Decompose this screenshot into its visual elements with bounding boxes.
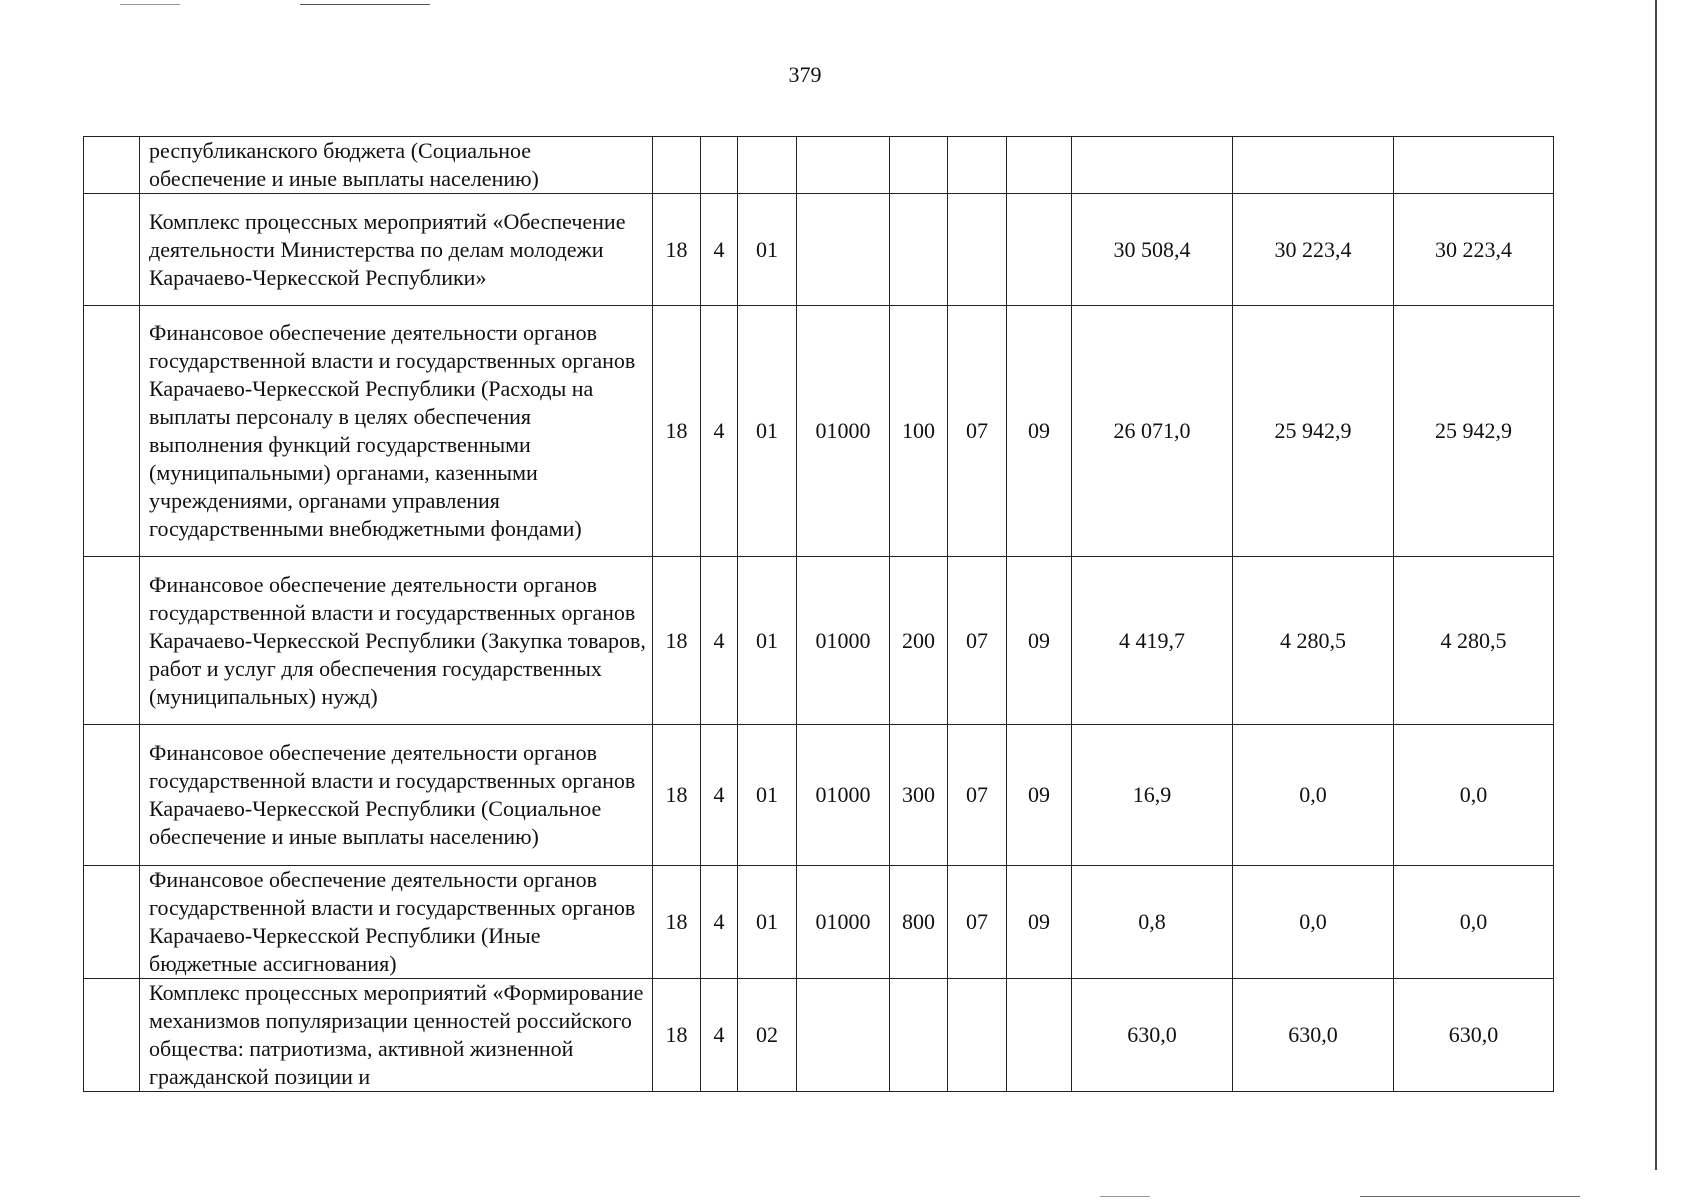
code-cell — [890, 979, 948, 1092]
row-index-cell — [84, 725, 140, 866]
code-cell — [890, 194, 948, 306]
code-cell: 18 — [653, 557, 701, 725]
code-cell: 18 — [653, 194, 701, 306]
budget-table — [83, 136, 1554, 1092]
table-row — [84, 557, 1554, 725]
description-cell: Комплекс процессных мероприятий «Обеспечение деятельности Министерства по делам молодежи Карачаево-Черкесской Республики» — [140, 194, 653, 306]
description-cell: Финансовое обеспечение деятельности органов государственной власти и государственных органов Карачаево-Черкесской Республики (Расходы на выплаты персоналу в целях обеспечения выполнения функций государственными (муниципальными) органами, казенными учреждениями, органами управления государственными внебюджетными фондами) — [140, 306, 653, 557]
amount-cell: 0,0 — [1394, 866, 1554, 979]
code-cell: 02 — [738, 979, 797, 1092]
code-cell: 09 — [1007, 306, 1072, 557]
code-cell — [948, 137, 1007, 194]
table-row — [84, 194, 1554, 306]
scan-artifact-bottom-right — [1360, 1196, 1580, 1197]
row-index-cell — [84, 866, 140, 979]
code-cell — [890, 137, 948, 194]
code-cell: 200 — [890, 557, 948, 725]
scan-artifact-top-faint — [120, 4, 180, 5]
amount-cell — [1394, 137, 1554, 194]
code-cell: 09 — [1007, 866, 1072, 979]
code-cell: 18 — [653, 979, 701, 1092]
code-cell: 18 — [653, 866, 701, 979]
amount-cell: 30 223,4 — [1394, 194, 1554, 306]
code-cell — [797, 194, 890, 306]
code-cell: 4 — [701, 306, 738, 557]
amount-cell: 0,0 — [1233, 725, 1394, 866]
code-cell: 01 — [738, 194, 797, 306]
amount-cell: 26 071,0 — [1072, 306, 1233, 557]
code-cell: 01 — [738, 866, 797, 979]
code-cell: 01000 — [797, 557, 890, 725]
table-row — [84, 979, 1554, 1092]
code-cell: 01000 — [797, 866, 890, 979]
code-cell: 01000 — [797, 306, 890, 557]
code-cell: 4 — [701, 194, 738, 306]
amount-cell: 630,0 — [1394, 979, 1554, 1092]
row-index-cell — [84, 306, 140, 557]
description-cell: Комплекс процессных мероприятий «Формирование механизмов популяризации ценностей российского общества: патриотизма, активной жизненной гражданской позиции и — [140, 979, 653, 1092]
amount-cell: 30 223,4 — [1233, 194, 1394, 306]
amount-cell: 30 508,4 — [1072, 194, 1233, 306]
code-cell — [1007, 137, 1072, 194]
code-cell: 4 — [701, 866, 738, 979]
code-cell: 01 — [738, 306, 797, 557]
code-cell: 800 — [890, 866, 948, 979]
scan-edge-line — [1655, 0, 1657, 1170]
code-cell: 07 — [948, 725, 1007, 866]
description-cell: Финансовое обеспечение деятельности органов государственной власти и государственных органов Карачаево-Черкесской Республики (Закупка товаров, работ и услуг для обеспечения государственных (муниципальных) нужд) — [140, 557, 653, 725]
code-cell: 300 — [890, 725, 948, 866]
code-cell: 07 — [948, 306, 1007, 557]
amount-cell: 4 419,7 — [1072, 557, 1233, 725]
code-cell: 07 — [948, 866, 1007, 979]
row-index-cell — [84, 557, 140, 725]
scan-artifact-bottom — [1100, 1196, 1150, 1197]
code-cell: 07 — [948, 557, 1007, 725]
page-number: 379 — [788, 62, 822, 87]
code-cell: 01 — [738, 725, 797, 866]
row-index-cell — [84, 194, 140, 306]
code-cell: 18 — [653, 725, 701, 866]
row-index-cell — [84, 137, 140, 194]
amount-cell — [1233, 137, 1394, 194]
amount-cell: 630,0 — [1072, 979, 1233, 1092]
code-cell — [653, 137, 701, 194]
scan-artifact-top — [300, 4, 430, 5]
code-cell — [948, 979, 1007, 1092]
table-row — [84, 137, 1554, 194]
amount-cell: 25 942,9 — [1233, 306, 1394, 557]
code-cell — [1007, 194, 1072, 306]
amount-cell: 4 280,5 — [1233, 557, 1394, 725]
code-cell: 100 — [890, 306, 948, 557]
code-cell — [797, 979, 890, 1092]
amount-cell: 0,0 — [1394, 725, 1554, 866]
code-cell — [1007, 979, 1072, 1092]
amount-cell: 630,0 — [1233, 979, 1394, 1092]
amount-cell: 0,0 — [1233, 866, 1394, 979]
row-index-cell — [84, 979, 140, 1092]
amount-cell: 0,8 — [1072, 866, 1233, 979]
amount-cell: 25 942,9 — [1394, 306, 1554, 557]
code-cell: 09 — [1007, 725, 1072, 866]
code-cell — [797, 137, 890, 194]
table-row — [84, 306, 1554, 557]
code-cell — [738, 137, 797, 194]
description-cell: Финансовое обеспечение деятельности органов государственной власти и государственных органов Карачаево-Черкесской Республики (Социальное обеспечение и иные выплаты населению) — [140, 725, 653, 866]
amount-cell: 16,9 — [1072, 725, 1233, 866]
code-cell: 4 — [701, 557, 738, 725]
code-cell: 4 — [701, 725, 738, 866]
table-row — [84, 866, 1554, 979]
code-cell — [948, 194, 1007, 306]
amount-cell: 4 280,5 — [1394, 557, 1554, 725]
table-row — [84, 725, 1554, 866]
code-cell: 4 — [701, 979, 738, 1092]
code-cell: 01000 — [797, 725, 890, 866]
code-cell — [701, 137, 738, 194]
code-cell: 01 — [738, 557, 797, 725]
amount-cell — [1072, 137, 1233, 194]
code-cell: 18 — [653, 306, 701, 557]
code-cell: 09 — [1007, 557, 1072, 725]
description-cell: республиканского бюджета (Социальное обеспечение и иные выплаты населению) — [140, 137, 653, 194]
description-cell: Финансовое обеспечение деятельности органов государственной власти и государственных органов Карачаево-Черкесской Республики (Иные бюджетные ассигнования) — [140, 866, 653, 979]
